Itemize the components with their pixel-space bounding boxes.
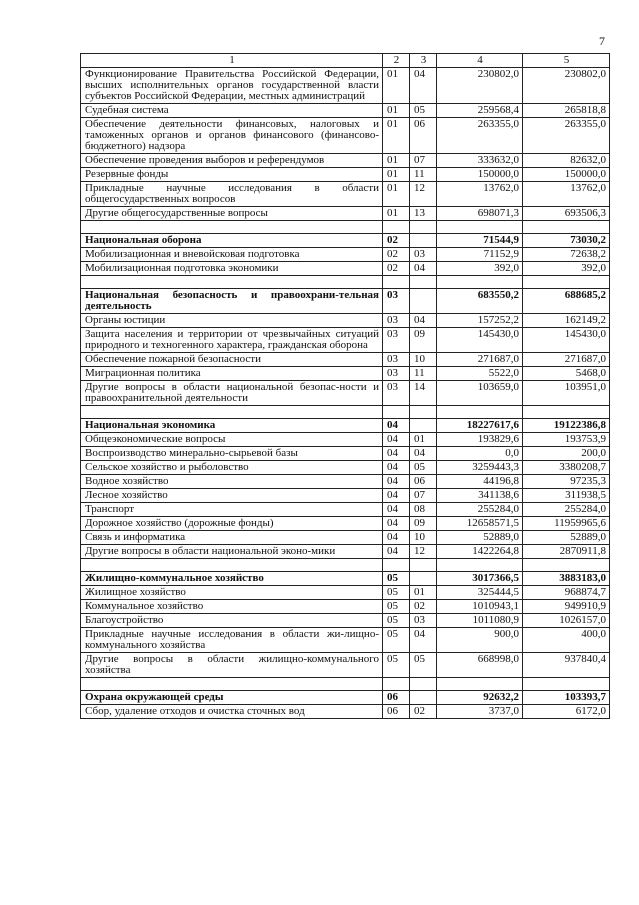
blank-cell [81,559,383,572]
amount-col5-cell: 271687,0 [523,353,610,367]
table-row [81,314,610,328]
amount-col5-cell: 103951,0 [523,381,610,406]
section-code-cell: 01 [383,68,410,104]
amount-col5-cell: 97235,3 [523,475,610,489]
row-name-cell: Охрана окружающей среды [81,691,383,705]
amount-col5-cell: 103393,7 [523,691,610,705]
blank-separator-row [81,221,610,234]
subsection-code-cell: 11 [410,168,437,182]
amount-col5-cell: 3883183,0 [523,572,610,586]
amount-col4-cell: 103659,0 [437,381,523,406]
column-header-5: 5 [523,54,610,68]
blank-cell [437,406,523,419]
subsection-code-cell: 01 [410,586,437,600]
row-name-cell: Жилищное хозяйство [81,586,383,600]
budget-table [80,53,610,719]
section-code-cell: 04 [383,475,410,489]
subsection-code-cell: 03 [410,614,437,628]
amount-col5-cell: 52889,0 [523,531,610,545]
amount-col5-cell: 230802,0 [523,68,610,104]
amount-col4-cell: 698071,3 [437,207,523,221]
blank-separator-row [81,406,610,419]
row-name-cell: Коммунальное хозяйство [81,600,383,614]
column-header-3: 3 [410,54,437,68]
blank-cell [523,559,610,572]
table-row [81,489,610,503]
row-name-cell: Судебная система [81,104,383,118]
subsection-code-cell [410,572,437,586]
amount-col5-cell: 13762,0 [523,182,610,207]
table-row [81,154,610,168]
row-name-cell: Воспроизводство минерально-сырьевой базы [81,447,383,461]
blank-cell [523,406,610,419]
subsection-code-cell [410,419,437,433]
row-name-cell: Транспорт [81,503,383,517]
amount-col5-cell: 19122386,8 [523,419,610,433]
amount-col5-cell: 3380208,7 [523,461,610,475]
blank-separator-row [81,559,610,572]
subsection-code-cell: 12 [410,182,437,207]
subsection-code-cell: 05 [410,461,437,475]
table-row [81,168,610,182]
subsection-code-cell: 06 [410,475,437,489]
amount-col4-cell: 263355,0 [437,118,523,154]
table-row [81,367,610,381]
table-row [81,353,610,367]
row-name-cell: Прикладные научные исследования в области жи-лищно-коммунального хозяйства [81,628,383,653]
row-name-cell: Общеэкономические вопросы [81,433,383,447]
row-name-cell: Защита населения и территории от чрезвычайных ситуаций природного и техногенного характера, гражданская оборона [81,328,383,353]
table-row [81,531,610,545]
amount-col5-cell: 5468,0 [523,367,610,381]
row-name-cell: Прикладные научные исследования в области общегосударственных вопросов [81,182,383,207]
table-row [81,104,610,118]
table-row [81,207,610,221]
row-name-cell: Дорожное хозяйство (дорожные фонды) [81,517,383,531]
amount-col4-cell: 255284,0 [437,503,523,517]
amount-col4-cell: 157252,2 [437,314,523,328]
amount-col4-cell: 193829,6 [437,433,523,447]
row-name-cell: Национальная экономика [81,419,383,433]
amount-col5-cell: 265818,8 [523,104,610,118]
blank-cell [410,221,437,234]
amount-col4-cell: 230802,0 [437,68,523,104]
amount-col4-cell: 145430,0 [437,328,523,353]
section-code-cell: 03 [383,381,410,406]
blank-cell [383,221,410,234]
amount-col5-cell: 145430,0 [523,328,610,353]
amount-col4-cell: 325444,5 [437,586,523,600]
row-name-cell: Лесное хозяйство [81,489,383,503]
section-code-cell: 04 [383,447,410,461]
blank-cell [383,276,410,289]
row-name-cell: Резервные фонды [81,168,383,182]
section-code-cell: 04 [383,531,410,545]
section-code-cell: 03 [383,328,410,353]
row-name-cell: Другие вопросы в области национальной безопас-ности и правоохранительной деятельности [81,381,383,406]
table-row [81,503,610,517]
amount-col5-cell: 73030,2 [523,234,610,248]
amount-col5-cell: 311938,5 [523,489,610,503]
table-row [81,461,610,475]
blank-separator-row [81,276,610,289]
amount-col5-cell: 200,0 [523,447,610,461]
row-name-cell: Благоустройство [81,614,383,628]
blank-cell [523,678,610,691]
amount-col4-cell: 150000,0 [437,168,523,182]
page-number: 7 [599,34,605,48]
subsection-code-cell: 04 [410,68,437,104]
subsection-code-cell: 02 [410,600,437,614]
section-code-cell: 04 [383,433,410,447]
blank-cell [523,221,610,234]
subsection-code-cell: 10 [410,353,437,367]
row-name-cell: Национальная оборона [81,234,383,248]
amount-col4-cell: 1011080,9 [437,614,523,628]
section-code-cell: 05 [383,572,410,586]
table-row [81,68,610,104]
section-code-cell: 06 [383,691,410,705]
subsection-code-cell [410,691,437,705]
table-row [81,653,610,678]
amount-col4-cell: 44196,8 [437,475,523,489]
blank-cell [437,678,523,691]
subsection-code-cell [410,234,437,248]
subsection-code-cell: 03 [410,248,437,262]
amount-col5-cell: 255284,0 [523,503,610,517]
table-row [81,614,610,628]
section-code-cell: 02 [383,234,410,248]
table-row [81,545,610,559]
row-name-cell: Национальная безопасность и правоохрани-тельная деятельность [81,289,383,314]
budget-table-body [81,54,610,719]
table-row [81,628,610,653]
row-name-cell: Органы юстиции [81,314,383,328]
subsection-code-cell: 08 [410,503,437,517]
amount-col4-cell: 900,0 [437,628,523,653]
table-row [81,118,610,154]
section-code-cell: 04 [383,503,410,517]
amount-col4-cell: 3259443,3 [437,461,523,475]
amount-col5-cell: 1026157,0 [523,614,610,628]
section-code-cell: 03 [383,289,410,314]
blank-cell [410,559,437,572]
section-row [81,572,610,586]
subsection-code-cell: 04 [410,314,437,328]
amount-col5-cell: 6172,0 [523,705,610,719]
blank-cell [81,406,383,419]
amount-col4-cell: 0,0 [437,447,523,461]
section-code-cell: 05 [383,628,410,653]
section-code-cell: 03 [383,367,410,381]
amount-col4-cell: 333632,0 [437,154,523,168]
blank-cell [410,406,437,419]
section-code-cell: 04 [383,461,410,475]
section-code-cell: 02 [383,262,410,276]
subsection-code-cell: 12 [410,545,437,559]
blank-cell [437,221,523,234]
row-name-cell: Другие вопросы в области жилищно-коммунального хозяйства [81,653,383,678]
amount-col5-cell: 968874,7 [523,586,610,600]
section-code-cell: 03 [383,314,410,328]
column-header-row [81,54,610,68]
section-code-cell: 05 [383,614,410,628]
amount-col4-cell: 683550,2 [437,289,523,314]
row-name-cell: Мобилизационная и вневойсковая подготовка [81,248,383,262]
amount-col4-cell: 392,0 [437,262,523,276]
blank-cell [437,276,523,289]
section-code-cell: 04 [383,517,410,531]
blank-cell [437,559,523,572]
section-row [81,234,610,248]
row-name-cell: Мобилизационная подготовка экономики [81,262,383,276]
blank-cell [81,276,383,289]
amount-col4-cell: 18227617,6 [437,419,523,433]
amount-col5-cell: 392,0 [523,262,610,276]
table-row [81,517,610,531]
amount-col5-cell: 949910,9 [523,600,610,614]
section-code-cell: 01 [383,182,410,207]
row-name-cell: Миграционная политика [81,367,383,381]
row-name-cell: Другие общегосударственные вопросы [81,207,383,221]
blank-cell [383,559,410,572]
table-row [81,248,610,262]
table-row [81,328,610,353]
amount-col4-cell: 668998,0 [437,653,523,678]
subsection-code-cell: 07 [410,154,437,168]
subsection-code-cell: 10 [410,531,437,545]
section-code-cell: 01 [383,154,410,168]
amount-col4-cell: 52889,0 [437,531,523,545]
table-row [81,705,610,719]
amount-col4-cell: 271687,0 [437,353,523,367]
subsection-code-cell: 09 [410,328,437,353]
amount-col5-cell: 688685,2 [523,289,610,314]
row-name-cell: Обеспечение пожарной безопасности [81,353,383,367]
subsection-code-cell: 04 [410,447,437,461]
amount-col4-cell: 1010943,1 [437,600,523,614]
amount-col4-cell: 71152,9 [437,248,523,262]
amount-col4-cell: 1422264,8 [437,545,523,559]
subsection-code-cell: 11 [410,367,437,381]
table-row [81,381,610,406]
subsection-code-cell: 13 [410,207,437,221]
subsection-code-cell: 05 [410,653,437,678]
subsection-code-cell: 14 [410,381,437,406]
section-code-cell: 06 [383,705,410,719]
amount-col4-cell: 3737,0 [437,705,523,719]
amount-col5-cell: 150000,0 [523,168,610,182]
row-name-cell: Функционирование Правительства Российской Федерации, высших исполнительных органов государственной власти субъектов Российской Федерации, местных администраций [81,68,383,104]
blank-separator-row [81,678,610,691]
amount-col5-cell: 72638,2 [523,248,610,262]
column-header-2: 2 [383,54,410,68]
subsection-code-cell [410,289,437,314]
amount-col5-cell: 693506,3 [523,207,610,221]
column-header-4: 4 [437,54,523,68]
row-name-cell: Обеспечение проведения выборов и референдумов [81,154,383,168]
column-header-1: 1 [81,54,383,68]
row-name-cell: Жилищно-коммунальное хозяйство [81,572,383,586]
table-row [81,586,610,600]
section-code-cell: 04 [383,419,410,433]
section-code-cell: 04 [383,489,410,503]
amount-col4-cell: 12658571,5 [437,517,523,531]
section-code-cell: 05 [383,586,410,600]
section-code-cell: 01 [383,168,410,182]
table-row [81,433,610,447]
amount-col4-cell: 341138,6 [437,489,523,503]
row-name-cell: Связь и информатика [81,531,383,545]
table-row [81,600,610,614]
section-code-cell: 03 [383,353,410,367]
section-row [81,289,610,314]
amount-col5-cell: 82632,0 [523,154,610,168]
subsection-code-cell: 06 [410,118,437,154]
subsection-code-cell: 09 [410,517,437,531]
section-code-cell: 02 [383,248,410,262]
blank-cell [410,678,437,691]
blank-cell [410,276,437,289]
subsection-code-cell: 04 [410,628,437,653]
blank-cell [383,406,410,419]
amount-col4-cell: 5522,0 [437,367,523,381]
subsection-code-cell: 01 [410,433,437,447]
blank-cell [383,678,410,691]
row-name-cell: Обеспечение деятельности финансовых, налоговых и таможенных органов и органов финансового (финансово-бюджетного) надзора [81,118,383,154]
subsection-code-cell: 05 [410,104,437,118]
blank-cell [523,276,610,289]
table-row [81,262,610,276]
amount-col5-cell: 193753,9 [523,433,610,447]
subsection-code-cell: 02 [410,705,437,719]
amount-col5-cell: 400,0 [523,628,610,653]
amount-col5-cell: 263355,0 [523,118,610,154]
row-name-cell: Сельское хозяйство и рыболовство [81,461,383,475]
table-row [81,475,610,489]
row-name-cell: Другие вопросы в области национальной эконо-мики [81,545,383,559]
amount-col4-cell: 92632,2 [437,691,523,705]
subsection-code-cell: 07 [410,489,437,503]
section-row [81,691,610,705]
section-code-cell: 04 [383,545,410,559]
table-row [81,182,610,207]
section-code-cell: 01 [383,207,410,221]
subsection-code-cell: 04 [410,262,437,276]
section-code-cell: 05 [383,653,410,678]
amount-col5-cell: 2870911,8 [523,545,610,559]
section-row [81,419,610,433]
amount-col5-cell: 11959965,6 [523,517,610,531]
section-code-cell: 05 [383,600,410,614]
amount-col5-cell: 937840,4 [523,653,610,678]
table-row [81,447,610,461]
blank-cell [81,221,383,234]
amount-col4-cell: 13762,0 [437,182,523,207]
row-name-cell: Водное хозяйство [81,475,383,489]
row-name-cell: Сбор, удаление отходов и очистка сточных вод [81,705,383,719]
section-code-cell: 01 [383,118,410,154]
section-code-cell: 01 [383,104,410,118]
blank-cell [81,678,383,691]
amount-col4-cell: 3017366,5 [437,572,523,586]
amount-col5-cell: 162149,2 [523,314,610,328]
amount-col4-cell: 71544,9 [437,234,523,248]
amount-col4-cell: 259568,4 [437,104,523,118]
